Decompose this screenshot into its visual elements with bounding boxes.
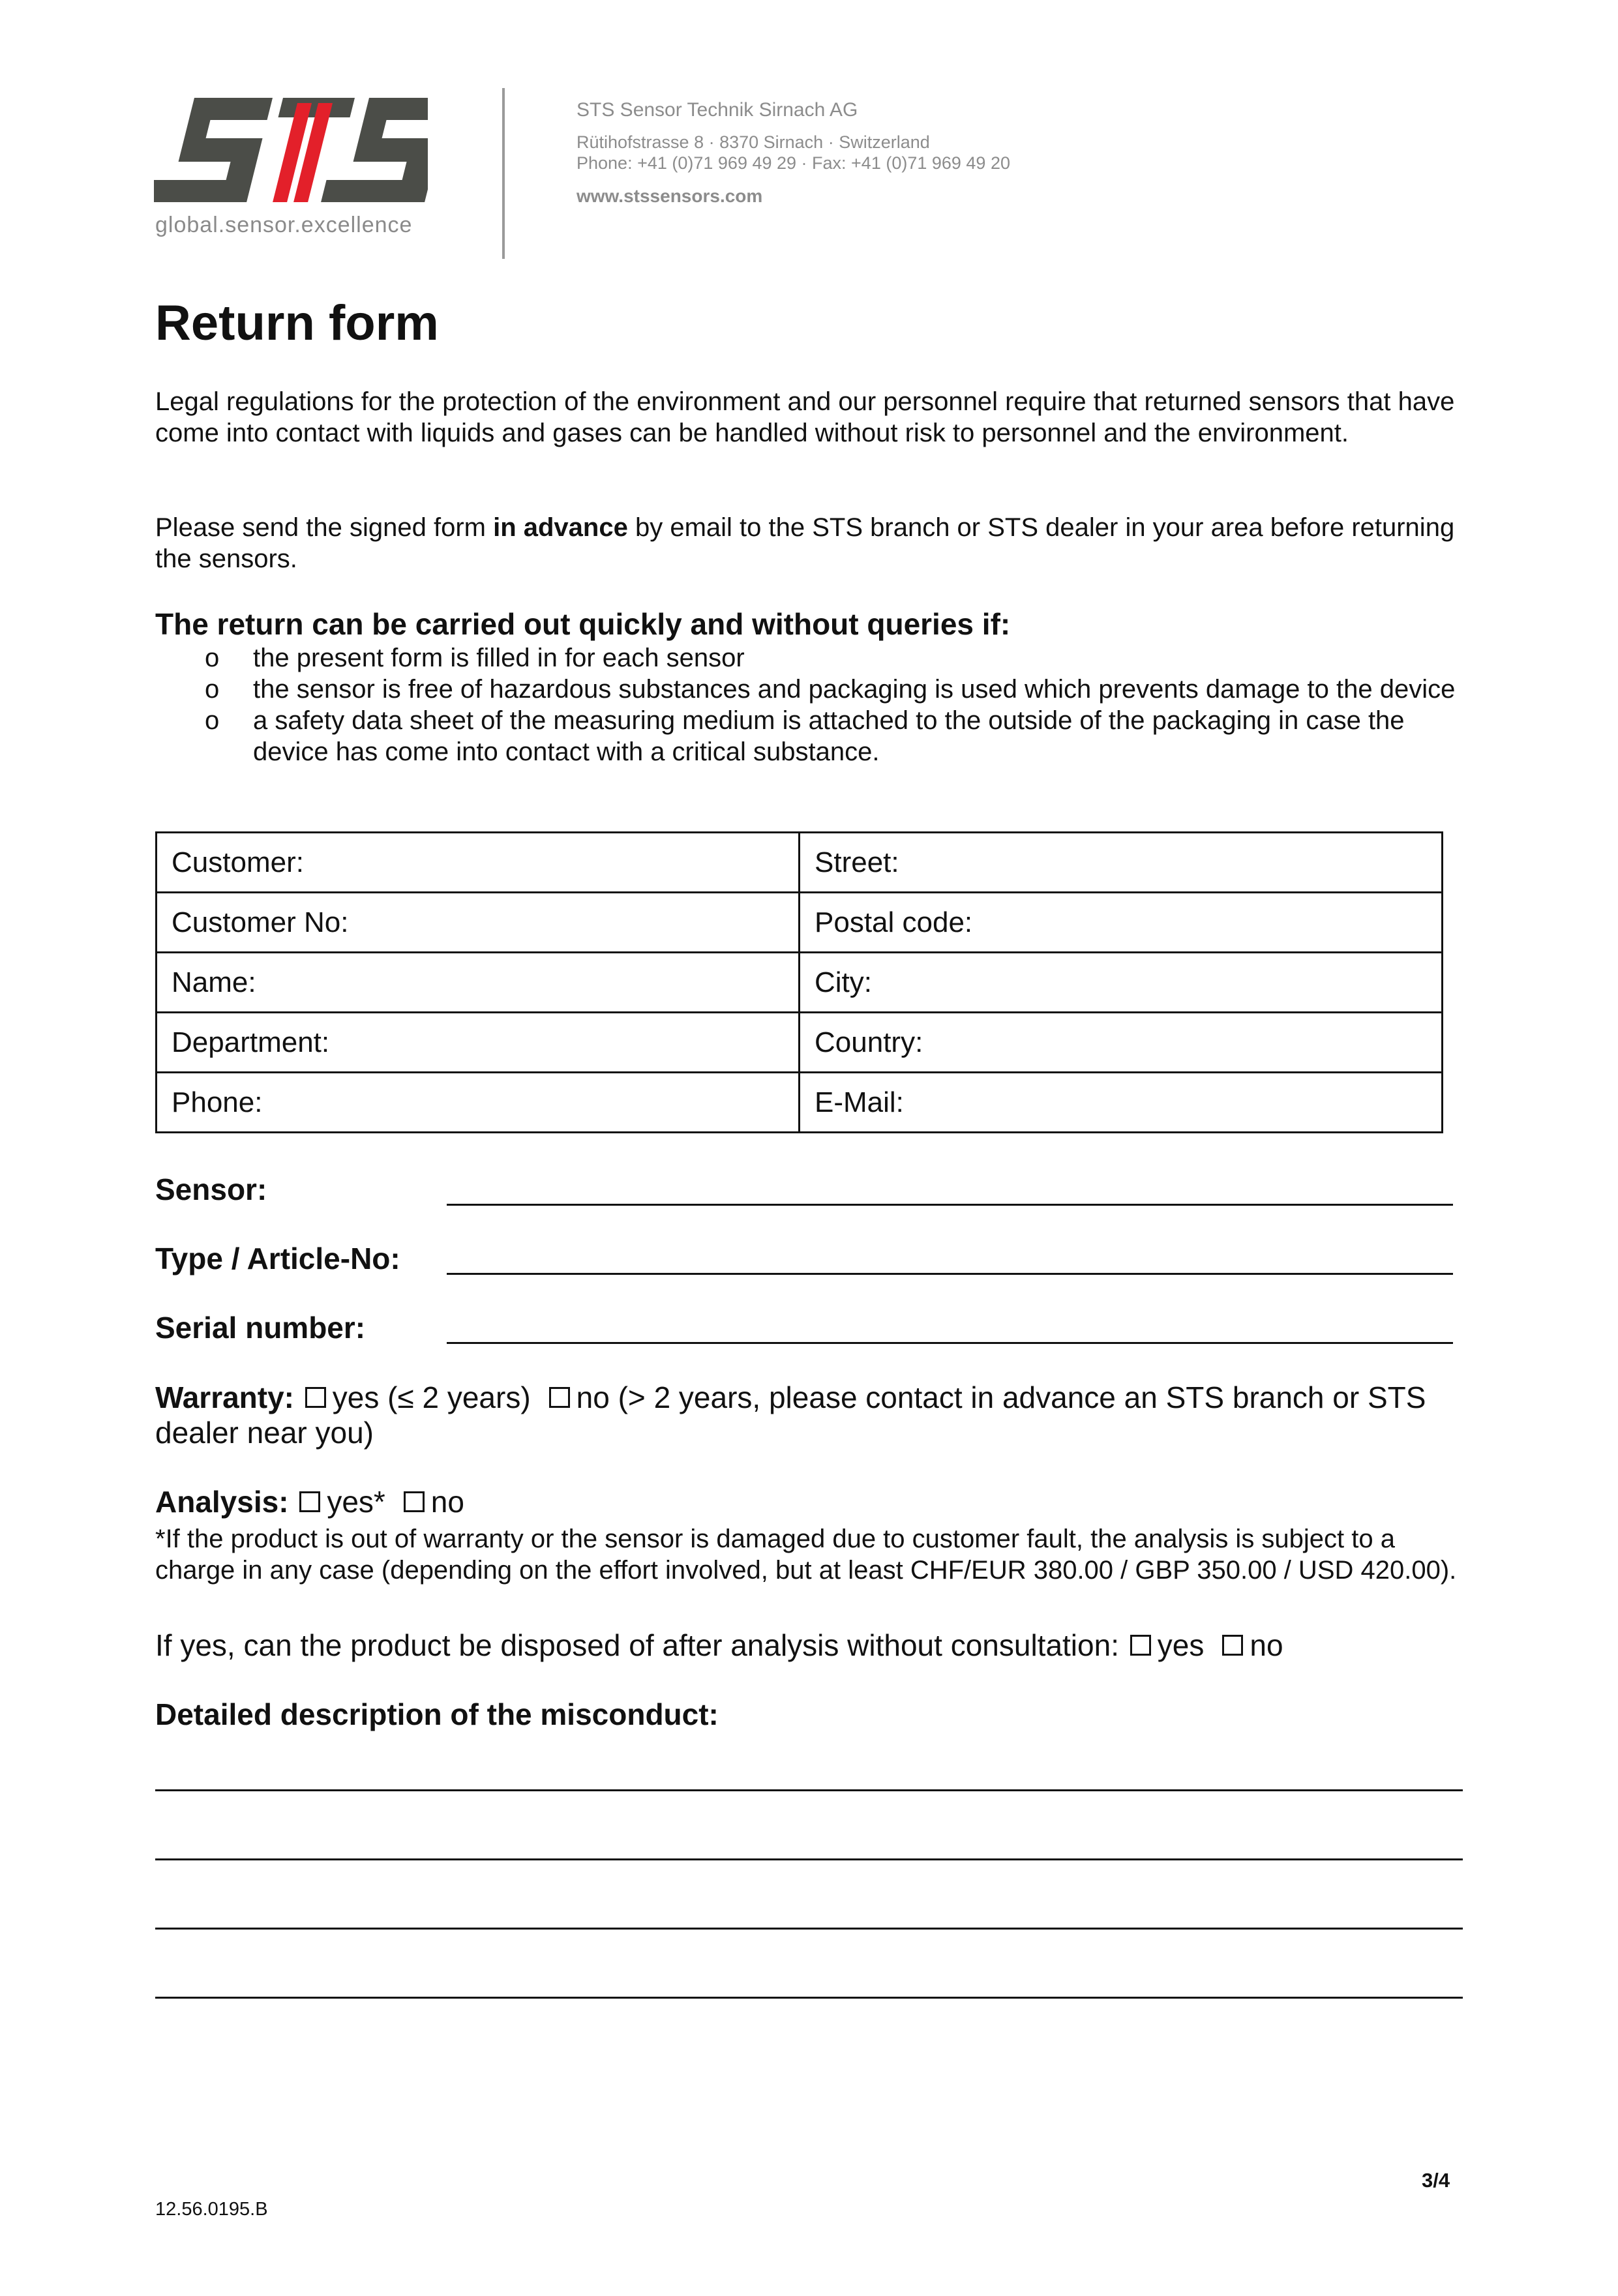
analysis-label: Analysis:: [155, 1485, 289, 1519]
serial-number-label: Serial number:: [155, 1311, 366, 1345]
description-line[interactable]: [155, 1858, 1463, 1860]
description-line[interactable]: [155, 1789, 1463, 1791]
sensor-input-line[interactable]: [447, 1204, 1453, 1206]
serial-number-input-line[interactable]: [447, 1342, 1453, 1344]
phone-field[interactable]: Phone:: [157, 1073, 800, 1133]
list-item: [155, 642, 1460, 674]
intro-paragraph-2: [155, 512, 1460, 574]
warranty-row: [155, 1380, 1466, 1450]
analysis-no-label: no: [430, 1485, 464, 1519]
customer-info-table: [155, 831, 1443, 1133]
header-divider: [502, 88, 505, 259]
list-item: [155, 674, 1460, 705]
list-item: [155, 705, 1460, 768]
company-phone-fax: Phone: +41 (0)71 969 49 29 · Fax: +41 (0)71 969 49 20: [577, 153, 1010, 173]
warranty-no-label: no (> 2 years, please contact in advance an STS branch or STS dealer near you): [155, 1380, 1426, 1450]
customer-no-field[interactable]: Customer No:: [157, 893, 800, 953]
postal-code-field[interactable]: Postal code:: [800, 893, 1443, 953]
bullet-marker: o: [205, 706, 220, 735]
condition-text: the sensor is free of hazardous substances and packaging is used which prevents damage to the device: [253, 675, 1456, 704]
intro-p2-bold: in advance: [493, 513, 628, 542]
city-field[interactable]: City:: [800, 953, 1443, 1013]
type-article-label: Type / Article-No:: [155, 1242, 400, 1275]
table-row: [157, 833, 1443, 893]
dispose-yes-checkbox[interactable]: [1130, 1635, 1151, 1656]
street-field[interactable]: Street:: [800, 833, 1443, 893]
page-number: 3/4: [1422, 2169, 1450, 2192]
dispose-no-checkbox[interactable]: [1222, 1635, 1243, 1656]
table-row: [157, 953, 1443, 1013]
sensor-label: Sensor:: [155, 1172, 267, 1206]
description-heading: Detailed description of the misconduct:: [155, 1697, 719, 1731]
analysis-yes-checkbox[interactable]: [299, 1491, 320, 1512]
condition-text: the present form is filled in for each sensor: [253, 644, 745, 672]
dispose-yes-label: yes: [1157, 1628, 1205, 1662]
intro-p2-after: by email to the STS branch or STS dealer in your area before returning the sensors.: [155, 513, 1455, 573]
description-line[interactable]: [155, 1997, 1463, 1999]
conditions-list: [155, 642, 1460, 768]
warranty-yes-checkbox[interactable]: [305, 1387, 326, 1408]
condition-text: a safety data sheet of the measuring medium is attached to the outside of the packaging in case the device has come into contact with a critical substance.: [253, 706, 1405, 766]
name-field[interactable]: Name:: [157, 953, 800, 1013]
type-article-input-line[interactable]: [447, 1273, 1453, 1275]
intro-p2-before: Please send the signed form: [155, 513, 494, 542]
sts-logo: [154, 98, 428, 202]
analysis-footnote: *If the product is out of warranty or the sensor is damaged due to customer fault, the analysis is subject to a charge in any case (depending on the effort involved, but at least CHF/EUR 380.00 / GBP 350.00 / USD 420.00).: [155, 1525, 1457, 1585]
conditions-heading: The return can be carried out quickly and without queries if:: [155, 607, 1011, 641]
dispose-question: If yes, can the product be disposed of after analysis without consultation:: [155, 1628, 1119, 1662]
department-field[interactable]: Department:: [157, 1013, 800, 1073]
document-code: 12.56.0195.B: [155, 2199, 268, 2220]
bullet-marker: o: [205, 644, 220, 672]
warranty-yes-label: yes (≤ 2 years): [332, 1380, 531, 1414]
warranty-label: Warranty:: [155, 1380, 294, 1414]
page-title: Return form: [155, 295, 439, 351]
dispose-row: [155, 1628, 1466, 1663]
description-line[interactable]: [155, 1928, 1463, 1930]
dispose-no-label: no: [1250, 1628, 1283, 1662]
analysis-no-checkbox[interactable]: [404, 1491, 425, 1512]
company-website: www.stssensors.com: [577, 186, 763, 206]
intro-paragraph-1: Legal regulations for the protection of the environment and our personnel require that returned sensors that have come into contact with liquids and gases can be handled without risk to personnel and the environment.: [155, 387, 1455, 447]
company-name: STS Sensor Technik Sirnach AG: [577, 99, 858, 121]
warranty-no-checkbox[interactable]: [549, 1387, 570, 1408]
logo-letter-s-left: [154, 98, 273, 202]
email-field[interactable]: E-Mail:: [800, 1073, 1443, 1133]
logo-tagline: global.sensor.excellence: [155, 213, 413, 237]
analysis-yes-label: yes*: [327, 1485, 385, 1519]
country-field[interactable]: Country:: [800, 1013, 1443, 1073]
table-row: [157, 1073, 1443, 1133]
company-address: Rütihofstrasse 8 · 8370 Sirnach · Switzerland: [577, 132, 930, 152]
analysis-row: [155, 1484, 1466, 1519]
bullet-marker: o: [205, 675, 220, 704]
table-row: [157, 893, 1443, 953]
table-row: [157, 1013, 1443, 1073]
customer-field[interactable]: Customer:: [157, 833, 800, 893]
